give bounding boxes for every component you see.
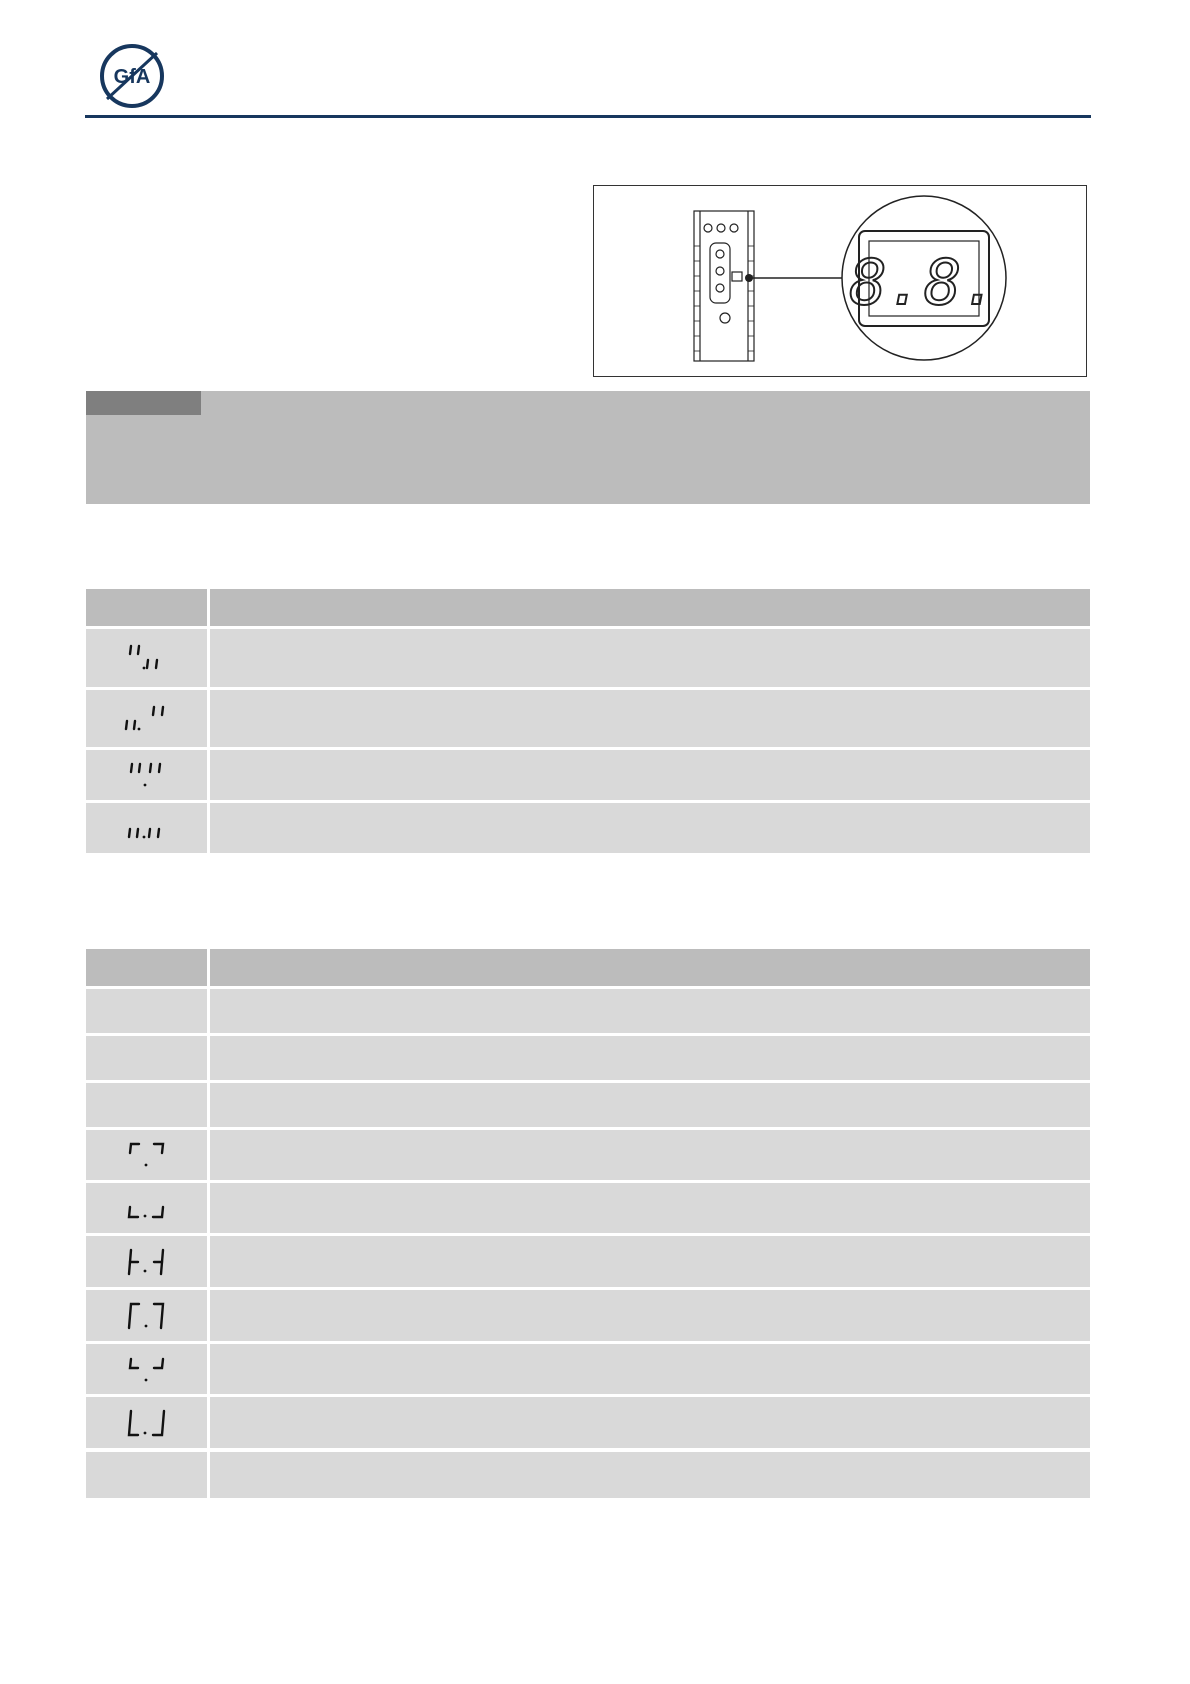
segment-symbol-icon (86, 803, 207, 853)
row-text (210, 690, 1090, 747)
gfa-logo (99, 43, 165, 109)
table-row (86, 629, 1090, 687)
segment-symbol-icon (86, 1130, 207, 1180)
table-row (86, 750, 1090, 800)
table-row (86, 1236, 1090, 1287)
display-table-2 (86, 949, 1090, 1501)
table-header (86, 949, 1090, 986)
row-text (210, 989, 1090, 1033)
segment-symbol-icon (86, 1344, 207, 1394)
row-text (210, 1183, 1090, 1233)
header-rule (85, 115, 1091, 118)
table-row (86, 803, 1090, 853)
device-display-figure (593, 185, 1087, 377)
table-row (86, 1290, 1090, 1341)
table-row (86, 1036, 1090, 1080)
row-text (210, 1452, 1090, 1498)
header-cell-symbol (86, 949, 207, 986)
notice-tab (86, 391, 201, 415)
notice-box (86, 391, 1090, 504)
header-cell-meaning (210, 589, 1090, 626)
segment-symbol-icon (86, 1236, 207, 1287)
row-text (210, 1290, 1090, 1341)
table-row (86, 690, 1090, 747)
header-cell-meaning (210, 949, 1090, 986)
symbol-cell (86, 1036, 207, 1080)
table-row (86, 1083, 1090, 1127)
header-cell-symbol (86, 589, 207, 626)
table-row (86, 989, 1090, 1033)
table-row (86, 1344, 1090, 1394)
segment-symbol-icon (86, 1183, 207, 1233)
row-text (210, 1036, 1090, 1080)
logo-text: GfA (113, 66, 151, 88)
segment-symbol-icon (86, 750, 207, 800)
table-row (86, 1130, 1090, 1180)
segment-symbol-icon (86, 1290, 207, 1341)
segment-symbol-icon (86, 629, 207, 687)
segment-symbol-icon (86, 1397, 207, 1448)
segment-symbol-icon (86, 690, 207, 747)
row-text (210, 750, 1090, 800)
symbol-cell (86, 1083, 207, 1127)
table-row (86, 1397, 1090, 1448)
row-text (210, 1236, 1090, 1287)
row-text (210, 629, 1090, 687)
row-text (210, 1344, 1090, 1394)
table-row (86, 1452, 1090, 1498)
row-text (210, 1397, 1090, 1448)
row-text (210, 1083, 1090, 1127)
display-table-1 (86, 589, 1090, 856)
table-header (86, 589, 1090, 626)
display-readout: 8.8. (849, 246, 999, 319)
symbol-cell (86, 989, 207, 1033)
table-row (86, 1183, 1090, 1233)
row-text (210, 803, 1090, 853)
symbol-cell (86, 1452, 207, 1498)
row-text (210, 1130, 1090, 1180)
